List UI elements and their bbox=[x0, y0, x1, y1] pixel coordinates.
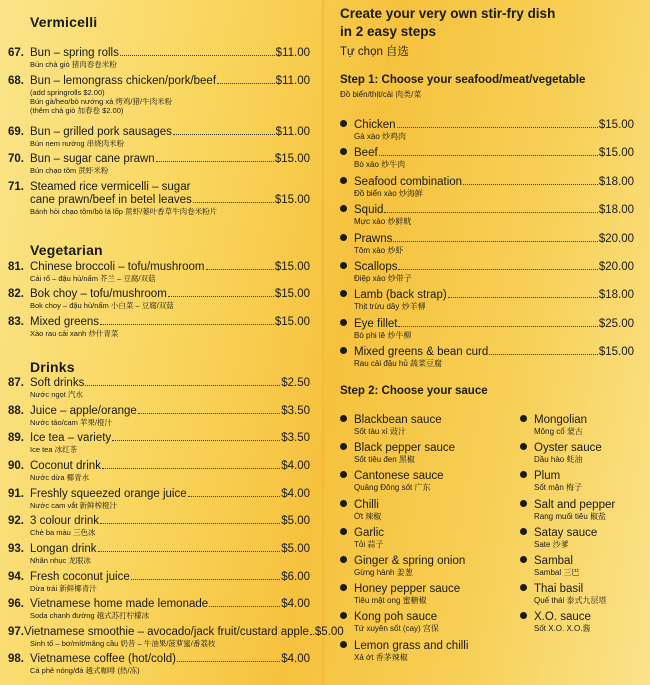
sauce-name: Chilli bbox=[354, 498, 379, 511]
sauce-item bbox=[520, 442, 602, 464]
item-price: $15.00 bbox=[274, 316, 310, 328]
item-translation: Nước dừa 椰青水 bbox=[30, 473, 90, 482]
dot-leader bbox=[489, 354, 598, 355]
stirfry-item bbox=[340, 176, 634, 198]
stirfry-item-name: Seafood combination bbox=[354, 175, 463, 188]
item-name: Vietnamese home made lemonade bbox=[30, 598, 209, 610]
item-price: $5.00 bbox=[314, 626, 344, 638]
sauce-item bbox=[520, 611, 591, 633]
sauce-name: Ginger & spring onion bbox=[354, 555, 466, 567]
item-translation: (thêm chả giò 加春卷 $2.00) bbox=[30, 106, 124, 115]
item-translation: Nhãn nhục 龙眼冰 bbox=[30, 556, 91, 565]
item-name: Ice tea – variety bbox=[30, 432, 112, 444]
stirfry-title-line2: in 2 easy steps bbox=[340, 24, 437, 39]
menu-item bbox=[8, 571, 310, 593]
dot-leader bbox=[397, 127, 598, 128]
column-divider bbox=[322, 0, 324, 685]
bullet-icon bbox=[340, 177, 347, 184]
item-number: 93. bbox=[8, 543, 24, 555]
dot-leader bbox=[112, 440, 280, 441]
step1-title: Step 1: Choose your seafood/meat/vegetable bbox=[340, 74, 586, 86]
item-number: 67. bbox=[8, 47, 24, 59]
menu-item bbox=[8, 543, 310, 565]
bullet-icon bbox=[340, 471, 347, 478]
item-translation: Cà phê nóng/đá 越式咖啡 (热/冻) bbox=[30, 666, 140, 675]
stirfry-item-name: Eye fillet bbox=[354, 317, 398, 330]
item-number: 87. bbox=[8, 377, 24, 389]
dot-leader bbox=[463, 184, 598, 185]
item-name: Steamed rice vermicelli – sugar bbox=[30, 181, 191, 193]
sauce-name: X.O. sauce bbox=[534, 611, 591, 624]
menu-item-row bbox=[8, 460, 310, 473]
item-price: $15.00 bbox=[274, 288, 310, 300]
dot-leader bbox=[168, 296, 274, 297]
sauce-item-row bbox=[340, 499, 381, 512]
menu-item bbox=[8, 653, 310, 675]
item-number: 83. bbox=[8, 316, 24, 328]
menu-item bbox=[8, 75, 310, 115]
item-name: Bun – spring rolls bbox=[30, 47, 119, 59]
sauce-name: Oyster sauce bbox=[534, 442, 602, 455]
stirfry-item bbox=[340, 289, 634, 311]
sauce-name: Lemon grass and chilli bbox=[354, 639, 469, 652]
dot-leader bbox=[209, 606, 280, 607]
sauce-name: Salt and pepper bbox=[534, 498, 616, 511]
stirfry-item-price: $18.00 bbox=[598, 204, 634, 217]
item-name: Bok choy – tofu/mushroom bbox=[30, 288, 167, 300]
menu-item-row bbox=[8, 75, 310, 88]
dot-leader bbox=[131, 579, 281, 580]
sauce-translation: Tứ xuyên sốt (cay) 宫保 bbox=[354, 624, 439, 634]
bullet-icon bbox=[340, 443, 347, 450]
step2-title: Step 2: Choose your sauce bbox=[340, 385, 488, 397]
stirfry-item bbox=[340, 204, 634, 226]
item-number: 96. bbox=[8, 598, 24, 610]
dot-leader bbox=[120, 55, 275, 56]
stirfry-item-translation: Bò xào 炒牛肉 bbox=[354, 160, 406, 170]
stirfry-item-translation: Gà xào 炒鸡肉 bbox=[354, 132, 407, 141]
sauce-item-row bbox=[520, 414, 587, 427]
stirfry-item-row bbox=[340, 176, 634, 189]
stirfry-item-name: Mixed greens & bean curd bbox=[354, 346, 489, 359]
bullet-icon bbox=[340, 148, 347, 155]
stirfry-item-row bbox=[340, 289, 634, 302]
sauce-name: Satay sauce bbox=[534, 526, 598, 539]
sauce-name: Honey pepper sauce bbox=[354, 583, 461, 596]
dot-leader bbox=[379, 155, 598, 156]
dot-leader bbox=[310, 634, 314, 635]
stirfry-subtitle: Tự chọn 自选 bbox=[340, 46, 410, 58]
sauce-item bbox=[520, 499, 615, 521]
menu-item-row bbox=[8, 598, 310, 611]
sauce-name: Kong poh sauce bbox=[354, 611, 438, 624]
sauce-item bbox=[340, 499, 381, 521]
dot-leader bbox=[448, 297, 598, 298]
item-name: Mixed greens bbox=[30, 316, 100, 328]
menu-item bbox=[8, 432, 310, 454]
item-number: 92. bbox=[8, 515, 24, 527]
item-number: 70. bbox=[8, 153, 24, 165]
menu-item-row bbox=[8, 288, 310, 301]
item-name: Bun – grilled pork sausages bbox=[30, 126, 172, 138]
menu-item-row bbox=[8, 543, 310, 556]
item-name: Coconut drink bbox=[30, 460, 101, 472]
bullet-icon bbox=[340, 612, 347, 619]
item-number: 68. bbox=[8, 75, 24, 87]
item-translation: Sinh tố – bơ/mít/mãng cầu 奶昔 – 牛油果/菠萝蜜/番荔枝 bbox=[30, 639, 216, 648]
menu-item bbox=[8, 488, 310, 510]
menu-item bbox=[8, 316, 310, 338]
bullet-icon bbox=[340, 641, 347, 648]
sauce-translation: Rang muối tiêu 椒盐 bbox=[534, 511, 607, 521]
sauce-item-row bbox=[520, 499, 615, 512]
item-number: 69. bbox=[8, 126, 24, 138]
item-price: $6.00 bbox=[281, 571, 310, 583]
sauce-name: Black pepper sauce bbox=[354, 442, 456, 455]
menu-item-row bbox=[8, 626, 344, 639]
item-translation: Soda chanh đường 越式苏打柠檬冰 bbox=[30, 611, 150, 620]
menu-item-row bbox=[8, 47, 310, 60]
sauce-item bbox=[520, 414, 587, 436]
menu-item bbox=[8, 288, 310, 310]
sauce-translation: Ớt 辣椒 bbox=[354, 511, 382, 521]
item-translation: Cải rổ – đậu hủ/nấm 芥兰 – 豆腐/双菇 bbox=[30, 274, 156, 283]
step1-subtitle: Đồ biển/thịt/cải 肉类/菜 bbox=[340, 90, 422, 99]
item-translation: Chè ba màu 三色冰 bbox=[30, 528, 96, 537]
vermicelli-title: Vermicelli bbox=[30, 14, 98, 30]
menu-item-row bbox=[8, 153, 310, 166]
bullet-icon bbox=[340, 556, 347, 563]
menu-item bbox=[8, 460, 310, 482]
bullet-icon bbox=[340, 415, 347, 422]
item-translation: Dừa trái 新鲜椰青汁 bbox=[30, 584, 97, 593]
dot-leader bbox=[138, 413, 280, 414]
item-price: $11.00 bbox=[275, 126, 310, 138]
item-name: Vietnamese coffee (hot/cold) bbox=[30, 653, 176, 665]
sauce-translation: Xả ớt 香茅辣椒 bbox=[354, 652, 408, 662]
stirfry-item-row bbox=[340, 233, 634, 246]
sauce-translation: Sambal 三巴 bbox=[534, 568, 580, 577]
dot-leader bbox=[193, 202, 274, 203]
item-translation: (add springrolls $2.00) bbox=[30, 88, 105, 97]
dot-leader bbox=[188, 496, 281, 497]
item-name: Chinese broccoli – tofu/mushroom bbox=[30, 261, 205, 273]
sauce-translation: Gừng hành 姜葱 bbox=[354, 568, 413, 577]
bullet-icon bbox=[520, 556, 527, 563]
bullet-icon bbox=[520, 612, 527, 619]
sauce-name: Plum bbox=[534, 470, 561, 483]
bullet-icon bbox=[520, 528, 527, 535]
item-number: 91. bbox=[8, 488, 24, 500]
item-price: $11.00 bbox=[275, 47, 310, 59]
item-translation: Bún chả giò 猪肉春卷米粉 bbox=[30, 60, 117, 69]
item-number: 88. bbox=[8, 405, 24, 417]
menu-item bbox=[8, 181, 310, 216]
menu-item-row bbox=[8, 126, 310, 139]
sauce-translation: Sốt tàu xì 豉汁 bbox=[354, 427, 407, 436]
sauce-item-row bbox=[520, 442, 602, 455]
stirfry-item-price: $15.00 bbox=[598, 119, 634, 131]
dot-leader bbox=[206, 269, 274, 270]
stirfry-item-translation: Rau cải đậu hủ 蔬菜豆腐 bbox=[354, 359, 443, 369]
stirfry-item-row bbox=[340, 204, 634, 217]
dot-leader bbox=[173, 134, 275, 135]
menu-item bbox=[8, 515, 310, 537]
stirfry-title-line1: Create your very own stir-fry dish bbox=[340, 6, 556, 21]
menu-item-row bbox=[8, 653, 310, 666]
sauce-name: Cantonese sauce bbox=[354, 470, 444, 483]
sauce-item-row bbox=[520, 527, 597, 540]
item-name: 3 colour drink bbox=[30, 515, 100, 527]
item-name: Fresh coconut juice bbox=[30, 571, 130, 583]
bullet-icon bbox=[520, 415, 527, 422]
item-translation: Bún gà/heo/bò nướng xả 烤鸡/猪/牛肉米粉 bbox=[30, 97, 173, 106]
bullet-icon bbox=[340, 205, 347, 212]
item-price: $4.00 bbox=[281, 653, 310, 665]
stirfry-item-translation: Thịt trừu dây 炒羊柳 bbox=[354, 302, 426, 312]
stirfry-item bbox=[340, 346, 634, 368]
menu-item-row bbox=[8, 432, 310, 445]
item-price: $5.00 bbox=[281, 543, 310, 555]
item-translation: Nước cam vắt 新鲜榨橙汁 bbox=[30, 501, 118, 510]
stirfry-item-price: $25.00 bbox=[598, 317, 634, 330]
item-price: $15.00 bbox=[274, 153, 310, 165]
menu-item bbox=[8, 47, 310, 69]
stirfry-item-price: $18.00 bbox=[598, 175, 634, 188]
sauce-item-row bbox=[340, 527, 384, 540]
sauce-name: Sambal bbox=[534, 555, 573, 567]
item-price: $2.50 bbox=[281, 377, 310, 389]
stirfry-item-row bbox=[340, 147, 634, 160]
menu-item-row bbox=[8, 515, 310, 528]
item-name-cont: cane prawn/beef in betel leaves bbox=[30, 194, 192, 206]
menu-item bbox=[8, 126, 310, 148]
item-translation: Ice tea 冰红茶 bbox=[30, 445, 78, 454]
sauce-item bbox=[340, 555, 465, 577]
item-number: 71. bbox=[8, 181, 24, 193]
item-name: Bun – lemongrass chicken/pork/beef bbox=[30, 75, 217, 87]
item-translation: Bánh hỏi chạo tôm/bò lá lốp 蔗虾/蒌叶香草牛肉卷米粉片 bbox=[30, 207, 218, 216]
sauce-translation: Sốt mận 梅子 bbox=[534, 483, 583, 493]
stirfry-item-row bbox=[340, 119, 634, 132]
sauce-name: Mongolian bbox=[534, 414, 588, 426]
item-translation: Bún chạo tôm 蔗虾米粉 bbox=[30, 166, 109, 175]
menu-item-row bbox=[8, 571, 310, 584]
item-price: $3.50 bbox=[281, 432, 310, 444]
sauce-item-row bbox=[520, 611, 591, 624]
sauce-translation: Sate 沙爹 bbox=[534, 539, 569, 549]
sauce-item bbox=[340, 640, 468, 662]
stirfry-item-translation: Đồ biển xào 炒海鲜 bbox=[354, 188, 423, 198]
sauce-item-row bbox=[340, 611, 439, 624]
sauce-item-row bbox=[340, 555, 465, 568]
bullet-icon bbox=[340, 234, 347, 241]
dot-leader bbox=[398, 269, 597, 270]
sauce-item bbox=[340, 470, 444, 492]
stirfry-item-translation: Điệp xào 炒带子 bbox=[354, 274, 412, 283]
menu-item bbox=[8, 405, 310, 427]
sauce-name: Thai basil bbox=[534, 583, 584, 596]
bullet-icon bbox=[340, 120, 347, 127]
bullet-icon bbox=[520, 471, 527, 478]
sauce-translation: Quế thái 泰式九层塔 bbox=[534, 596, 607, 606]
item-name: Longan drink bbox=[30, 543, 97, 555]
drinks-title: Drinks bbox=[30, 359, 75, 375]
stirfry-item-name: Scallops bbox=[354, 261, 398, 273]
stirfry-item-price: $18.00 bbox=[598, 289, 634, 302]
sauce-item-row bbox=[520, 555, 579, 568]
stirfry-item-translation: Mực xào 炒鲜鱿 bbox=[354, 217, 412, 227]
stirfry-item-price: $15.00 bbox=[598, 147, 634, 160]
dot-leader bbox=[102, 468, 280, 469]
stirfry-item-name: Chicken bbox=[354, 119, 396, 131]
item-name: Vietnamese smoothie – avocado/jack fruit/custard apple bbox=[24, 626, 309, 638]
item-translation: Bok choy – đậu hủ/nấm 小白菜 – 豆腐/双菇 bbox=[30, 301, 174, 310]
menu-item-row bbox=[8, 261, 310, 274]
stirfry-item-row bbox=[340, 318, 634, 331]
sauce-item bbox=[340, 611, 439, 633]
item-price: $15.00 bbox=[274, 194, 310, 206]
menu-item-row bbox=[8, 377, 310, 390]
item-number: 82. bbox=[8, 288, 24, 300]
menu-item bbox=[8, 626, 344, 648]
item-name: Freshly squeezed orange juice bbox=[30, 488, 187, 500]
sauce-name: Blackbean sauce bbox=[354, 414, 442, 426]
menu-item-row bbox=[8, 194, 310, 207]
bullet-icon bbox=[340, 500, 347, 507]
sauce-item-row bbox=[520, 470, 582, 483]
sauce-translation: Sốt X.O. X.O.酱 bbox=[534, 624, 591, 634]
item-number: 90. bbox=[8, 460, 24, 472]
menu-item-row bbox=[8, 405, 310, 418]
dot-leader bbox=[98, 551, 281, 552]
stirfry-item-name: Beef bbox=[354, 147, 378, 160]
dot-leader bbox=[100, 324, 274, 325]
stirfry-item bbox=[340, 261, 634, 283]
sauce-translation: Tỏi 蒜子 bbox=[354, 539, 384, 549]
item-price: $4.00 bbox=[281, 598, 310, 610]
sauce-item bbox=[340, 442, 455, 464]
item-number: 89. bbox=[8, 432, 24, 444]
dot-leader bbox=[393, 241, 597, 242]
item-price: $3.50 bbox=[281, 405, 310, 417]
sauce-item-row bbox=[340, 583, 460, 596]
bullet-icon bbox=[340, 584, 347, 591]
dot-leader bbox=[100, 523, 280, 524]
item-name: Bun – sugar cane prawn bbox=[30, 153, 155, 165]
sauce-item bbox=[340, 583, 460, 605]
item-name: Soft drinks bbox=[30, 377, 85, 389]
vegetarian-title: Vegetarian bbox=[30, 242, 103, 258]
item-number: 98. bbox=[8, 653, 24, 665]
stirfry-item bbox=[340, 318, 634, 340]
dot-leader bbox=[398, 326, 597, 327]
bullet-icon bbox=[520, 500, 527, 507]
menu-item-row bbox=[8, 488, 310, 501]
menu-item bbox=[8, 377, 310, 399]
sauce-item-row bbox=[340, 442, 455, 455]
stirfry-item-translation: Tôm xào 炒虾 bbox=[354, 245, 404, 255]
stirfry-item-price: $20.00 bbox=[598, 261, 634, 273]
item-price: $4.00 bbox=[281, 488, 310, 500]
stirfry-item bbox=[340, 233, 634, 255]
sauce-translation: Dầu hào 蚝油 bbox=[534, 455, 583, 465]
bullet-icon bbox=[340, 262, 347, 269]
bullet-icon bbox=[520, 584, 527, 591]
sauce-translation: Quảng Đông sốt 广东 bbox=[354, 483, 431, 493]
menu-item-row bbox=[8, 181, 310, 194]
stirfry-item-name: Squid bbox=[354, 204, 384, 217]
item-number: 94. bbox=[8, 571, 24, 583]
item-translation: Bún nem nướng 串烧肉米粉 bbox=[30, 139, 125, 148]
bullet-icon bbox=[340, 290, 347, 297]
sauce-translation: Tiêu mật ong 蜜糖椒 bbox=[354, 596, 427, 606]
bullet-icon bbox=[340, 347, 347, 354]
item-translation: Nước táo/cam 苹果/橙汁 bbox=[30, 418, 113, 427]
dot-leader bbox=[384, 212, 597, 213]
dot-leader bbox=[217, 83, 275, 84]
stirfry-item-translation: Bò phi lê 炒牛柳 bbox=[354, 330, 412, 340]
stirfry-item-name: Prawns bbox=[354, 232, 393, 245]
stirfry-item-name: Lamb (back strap) bbox=[354, 289, 447, 302]
menu-item bbox=[8, 261, 310, 283]
stirfry-item-price: $20.00 bbox=[598, 232, 634, 245]
item-price: $5.00 bbox=[281, 515, 310, 527]
sauce-item-row bbox=[340, 470, 444, 483]
menu-item bbox=[8, 598, 310, 620]
item-price: $15.00 bbox=[274, 261, 310, 273]
item-price: $4.00 bbox=[281, 460, 310, 472]
sauce-item-row bbox=[340, 640, 468, 653]
stirfry-item-row bbox=[340, 346, 634, 359]
stirfry-item bbox=[340, 147, 634, 169]
stirfry-item-price: $15.00 bbox=[598, 346, 634, 359]
item-price: $11.00 bbox=[275, 75, 310, 87]
sauce-item-row bbox=[520, 583, 606, 596]
bullet-icon bbox=[340, 319, 347, 326]
sauce-item-row bbox=[340, 414, 442, 427]
sauce-item bbox=[520, 555, 579, 577]
item-number: 97. bbox=[8, 626, 24, 638]
item-translation: Nước ngọt 汽水 bbox=[30, 390, 83, 399]
sauce-item bbox=[520, 527, 597, 549]
dot-leader bbox=[177, 661, 280, 662]
sauce-name: Garlic bbox=[354, 526, 385, 539]
item-name: Juice – apple/orange bbox=[30, 405, 137, 417]
sauce-item bbox=[520, 470, 582, 492]
stirfry-item bbox=[340, 119, 634, 141]
sauce-item bbox=[520, 583, 606, 605]
sauce-item bbox=[340, 527, 384, 549]
bullet-icon bbox=[520, 443, 527, 450]
stirfry-item-row bbox=[340, 261, 634, 274]
menu-item bbox=[8, 153, 310, 175]
dot-leader bbox=[85, 385, 280, 386]
menu-item-row bbox=[8, 316, 310, 329]
dot-leader bbox=[156, 161, 274, 162]
sauce-translation: Mông cổ 蒙古 bbox=[534, 427, 583, 436]
item-translation: Xào rau cải xanh 炒什青菜 bbox=[30, 329, 119, 338]
sauce-translation: Sốt tiêu đen 黑椒 bbox=[354, 455, 415, 465]
item-number: 81. bbox=[8, 261, 24, 273]
bullet-icon bbox=[340, 528, 347, 535]
sauce-item bbox=[340, 414, 442, 436]
